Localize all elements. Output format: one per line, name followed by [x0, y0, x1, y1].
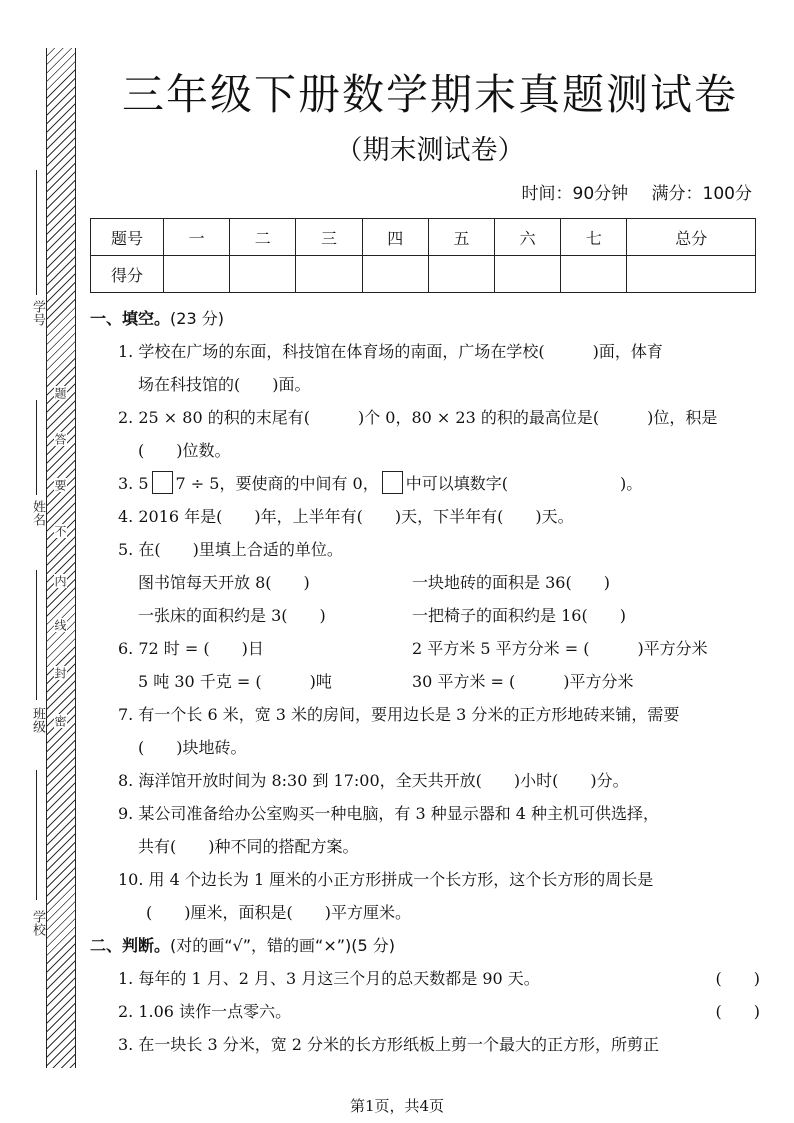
judge-answer-blank[interactable]: ( )	[715, 1002, 760, 1021]
field-class: 班级	[30, 707, 45, 733]
header-cell: 二	[230, 219, 296, 256]
field-name: 姓名	[30, 500, 45, 526]
header-cell: 总分	[627, 219, 756, 256]
question-2-cont: ( )位数。	[138, 441, 231, 460]
question-5-item: 一把椅子的面积约是 16( )	[412, 606, 626, 625]
field-student-id: 学号	[30, 300, 45, 326]
blank-box[interactable]	[152, 471, 173, 494]
question-9: 9. 某公司准备给办公室购买一种电脑，有 3 种显示器和 4 种主机可供选择，	[118, 804, 660, 823]
question-5-row	[90, 599, 760, 632]
seal-char: 题	[53, 387, 67, 399]
question-3-part: 3. 5	[118, 474, 149, 493]
exam-time: 时间：90分钟	[521, 184, 629, 204]
question-7: 7. 有一个长 6 米，宽 3 米的房间，要用边长是 3 分米的正方形地砖来铺，需要	[118, 705, 680, 724]
score-cell[interactable]	[164, 256, 230, 293]
field-line	[36, 570, 37, 700]
blank-box[interactable]	[382, 471, 403, 494]
section-points: (23 分)	[170, 309, 224, 328]
judge-question-3: 3. 在一块长 3 分米，宽 2 分米的长方形纸板上剪一个最大的正方形，所剪正	[118, 1035, 660, 1054]
judge-question-1	[90, 962, 760, 995]
section-points: (对的画“√”，错的画“×”)(5 分)	[170, 936, 396, 955]
question-5-row	[90, 566, 760, 599]
binding-hatch	[46, 48, 76, 1068]
header-cell: 四	[362, 219, 428, 256]
score-cell[interactable]	[561, 256, 627, 293]
exam-meta	[504, 179, 753, 204]
questions	[90, 302, 760, 1061]
seal-char: 密	[53, 715, 67, 727]
header-cell: 一	[164, 219, 230, 256]
question-6-item: 30 平方米 = ( )平方分米	[412, 672, 634, 691]
question-3	[90, 467, 760, 500]
seal-char: 答	[53, 433, 67, 445]
judge-question-2	[90, 995, 760, 1028]
question-6-item: 6. 72 时 = ( )日	[118, 639, 264, 658]
score-cell[interactable]	[495, 256, 561, 293]
question-6-item: 5 吨 30 千克 = ( )吨	[138, 672, 332, 691]
question-9-cont: 共有( )种不同的搭配方案。	[138, 837, 359, 856]
seal-char: 内	[53, 575, 67, 587]
score-cell[interactable]	[627, 256, 756, 293]
header-cell: 六	[495, 219, 561, 256]
question-3-part: 中可以填数字( )。	[405, 474, 643, 493]
question-5: 5. 在( )里填上合适的单位。	[118, 540, 343, 559]
question-2: 2. 25 × 80 的积的末尾有( )个 0，80 × 23 的积的最高位是( )位，积是	[118, 408, 718, 427]
field-line	[36, 400, 37, 495]
score-cell[interactable]	[230, 256, 296, 293]
question-10: 10. 用 4 个边长为 1 厘米的小正方形拼成一个长方形，这个长方形的周长是	[118, 870, 654, 889]
question-5-item: 一块地砖的面积是 36( )	[412, 573, 610, 592]
question-1: 1. 学校在广场的东面，科技馆在体育场的南面，广场在学校( )面，体育	[118, 342, 663, 361]
judge-text: 1. 每年的 1 月、2 月、3 月这三个月的总天数都是 90 天。	[118, 969, 540, 988]
question-6-row	[90, 665, 760, 698]
question-8: 8. 海洋馆开放时间为 8:30 到 17:00，全天共开放( )小时( )分。	[118, 771, 629, 790]
question-4: 4. 2016 年是( )年，上半年有( )天，下半年有( )天。	[118, 507, 574, 526]
score-table	[90, 218, 756, 293]
exam-full-score: 满分：100分	[651, 184, 752, 204]
page-title: 三年级下册数学期末真题测试卷	[121, 70, 738, 119]
score-header-row	[91, 219, 756, 256]
section-heading	[90, 302, 760, 335]
question-7-cont: ( )块地砖。	[138, 738, 247, 757]
question-6-item: 2 平方米 5 平方分米 = ( )平方分米	[412, 639, 708, 658]
score-row	[91, 256, 756, 293]
header-cell: 五	[428, 219, 494, 256]
question-3-part: 7 ÷ 5，要使商的中间有 0，	[175, 474, 379, 493]
question-6-row	[90, 632, 760, 665]
section-title: 一、填空。	[90, 309, 171, 328]
header-cell: 题号	[91, 219, 164, 256]
question-5-item: 图书馆每天开放 8( )	[138, 573, 310, 592]
section-heading	[90, 929, 760, 962]
field-line	[36, 770, 37, 900]
question-1-cont: 场在科技馆的( )面。	[138, 375, 311, 394]
header-cell: 三	[296, 219, 362, 256]
score-cell[interactable]	[428, 256, 494, 293]
question-10-cont: ( )厘米，面积是( )平方厘米。	[146, 903, 411, 922]
seal-char: 不	[53, 525, 67, 537]
question-5-item: 一张床的面积约是 3( )	[138, 606, 326, 625]
header-cell: 七	[561, 219, 627, 256]
section-title: 二、判断。	[90, 936, 171, 955]
binding-margin	[0, 0, 80, 1123]
judge-text: 2. 1.06 读作一点零六。	[118, 1002, 292, 1021]
judge-answer-blank[interactable]: ( )	[715, 969, 760, 988]
page-subtitle: （期末测试卷）	[335, 135, 525, 166]
seal-char: 封	[53, 667, 67, 679]
field-line	[36, 170, 37, 295]
seal-char: 线	[53, 619, 67, 631]
score-cell[interactable]	[296, 256, 362, 293]
score-cell[interactable]	[362, 256, 428, 293]
page-footer: 第1页，共4页	[349, 1097, 445, 1115]
score-row-label: 得分	[91, 256, 164, 293]
seal-char: 要	[53, 479, 67, 491]
field-school: 学校	[30, 910, 45, 936]
